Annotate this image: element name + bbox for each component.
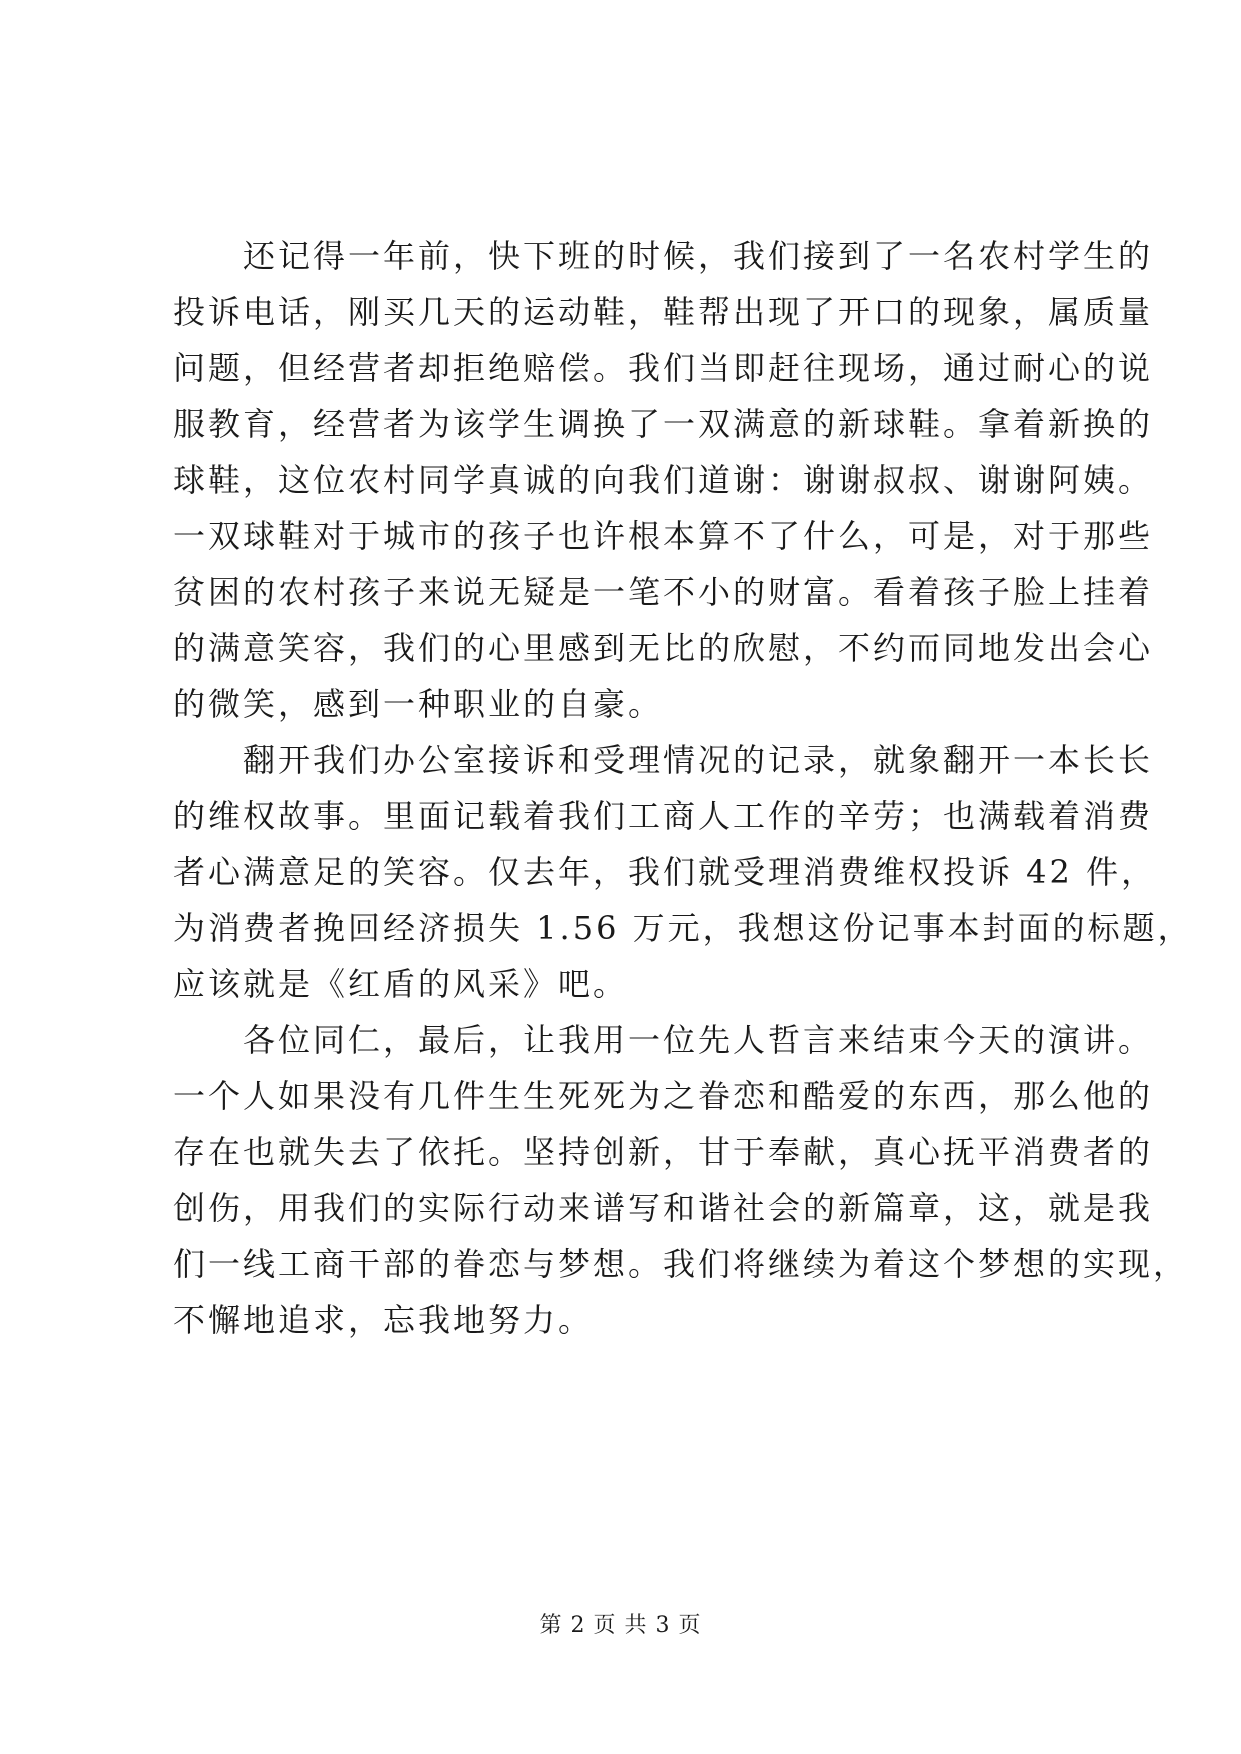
body-text: [173, 228, 1193, 1348]
text-line: 球鞋，这位农村同学真诚的向我们道谢：谢谢叔叔、谢谢阿姨。: [173, 461, 1154, 499]
text-line: 创伤，用我们的实际行动来谱写和谐社会的新篇章，这，就是我: [173, 1189, 1154, 1227]
text-line: 贫困的农村孩子来说无疑是一笔不小的财富。看着孩子脸上挂着: [173, 573, 1154, 611]
text-line: 问题，但经营者却拒绝赔偿。我们当即赶往现场，通过耐心的说: [173, 349, 1154, 387]
text-line: 的维权故事。里面记载着我们工商人工作的辛劳；也满载着消费: [173, 797, 1154, 835]
paragraph-2: [173, 732, 1193, 1012]
text-line: 的满意笑容，我们的心里感到无比的欣慰，不约而同地发出会心: [173, 629, 1154, 667]
text-line: 们一线工商干部的眷恋与梦想。我们将继续为着这个梦想的实现，: [173, 1245, 1189, 1283]
text-line: 翻开我们办公室接诉和受理情况的记录，就象翻开一本长长: [243, 741, 1154, 779]
text-line: 存在也就失去了依托。坚持创新，甘于奉献，真心抚平消费者的: [173, 1133, 1154, 1171]
text-line: 一双球鞋对于城市的孩子也许根本算不了什么，可是，对于那些: [173, 517, 1154, 555]
text-line: 服教育，经营者为该学生调换了一双满意的新球鞋。拿着新换的: [173, 405, 1154, 443]
text-line: 不懈地追求，忘我地努力。: [173, 1301, 594, 1339]
text-line: 应该就是《红盾的风采》吧。: [173, 965, 629, 1003]
text-line: 投诉电话，刚买几天的运动鞋，鞋帮出现了开口的现象，属质量: [173, 293, 1154, 331]
text-line: 一个人如果没有几件生生死死为之眷恋和酷爱的东西，那么他的: [173, 1077, 1154, 1115]
text-line: 还记得一年前，快下班的时候，我们接到了一名农村学生的: [243, 237, 1154, 275]
paragraph-3: [173, 1012, 1189, 1348]
page-footer: [0, 1608, 1241, 1639]
text-line: 各位同仁，最后，让我用一位先人哲言来结束今天的演讲。: [243, 1021, 1154, 1059]
text-line: 为消费者挽回经济损失 1.56 万元，我想这份记事本封面的标题，: [173, 909, 1193, 947]
text-line: 者心满意足的笑容。仅去年，我们就受理消费维权投诉 42 件，: [173, 853, 1157, 891]
page-number: 第 2 页 共 3 页: [539, 1613, 702, 1638]
paragraph-1: [173, 228, 1154, 732]
text-line: 的微笑，感到一种职业的自豪。: [173, 685, 664, 723]
